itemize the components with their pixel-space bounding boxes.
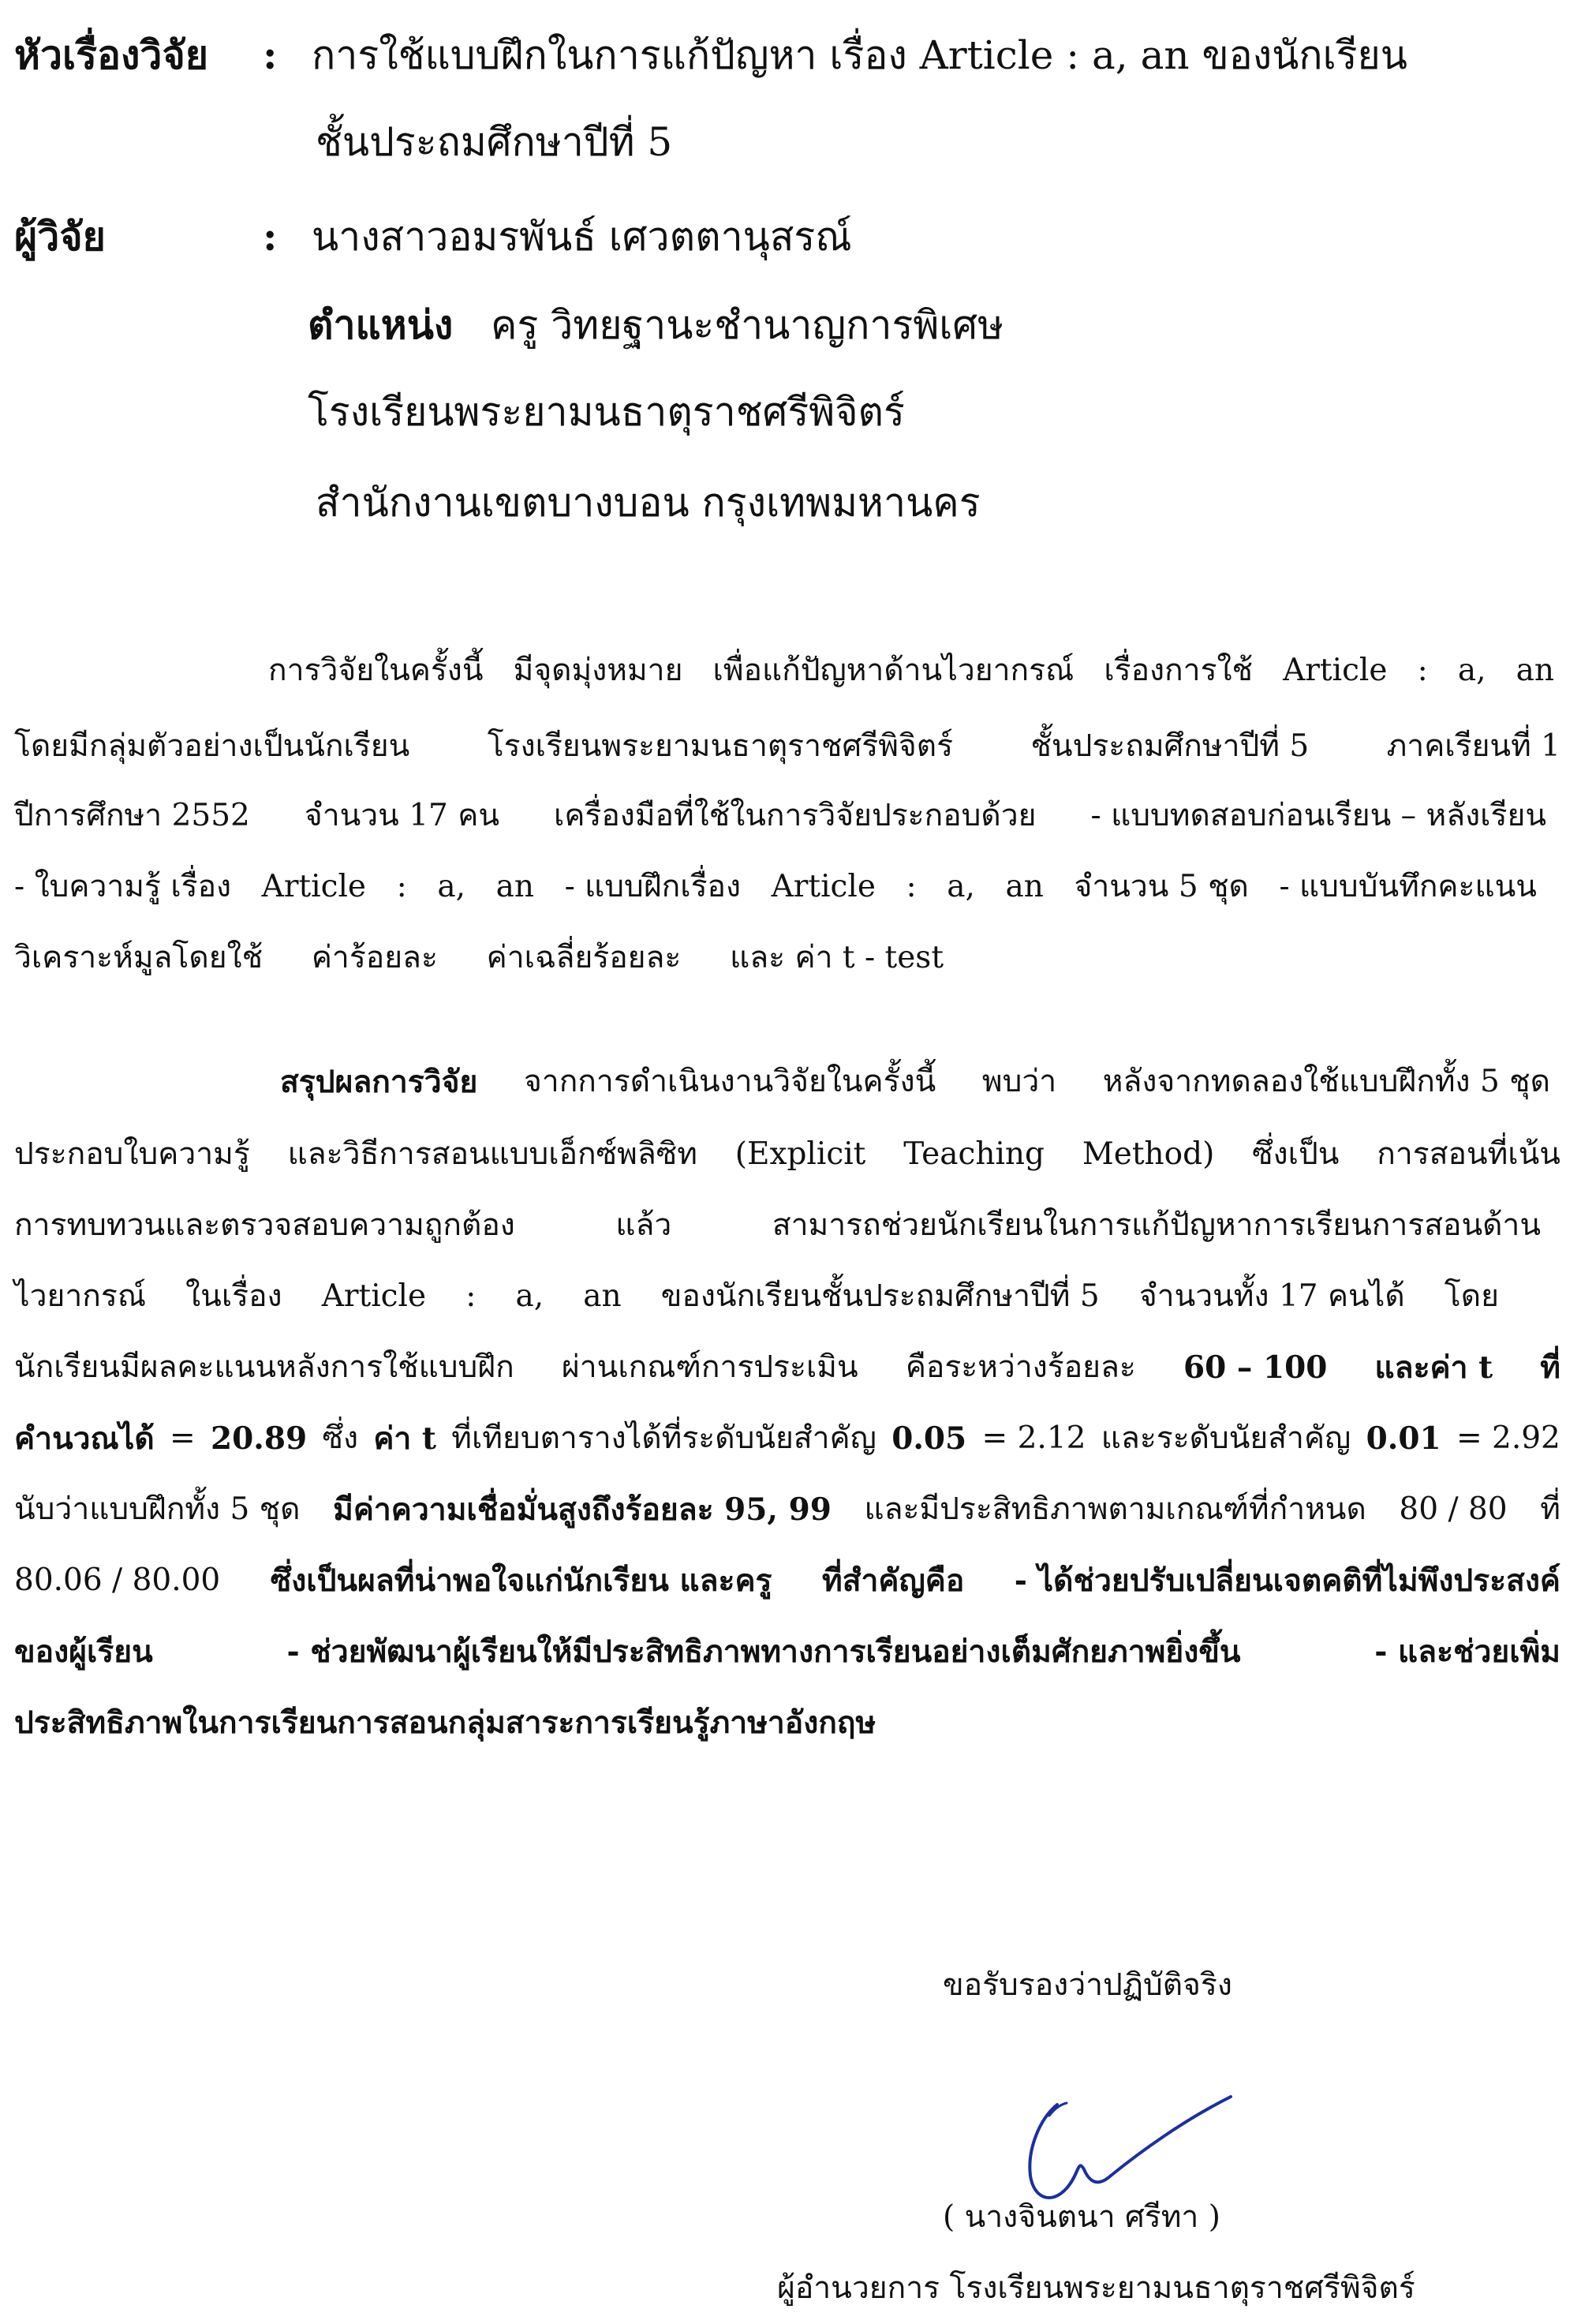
abstract-text: เรื่องการใช้: [1104, 653, 1254, 688]
abstract-text: โรงเรียนพระยามนธาตุราชศรีพิจิตร์: [487, 728, 954, 764]
summary-text: ที่เทียบตารางได้ที่ระดับนัยสำคัญ: [451, 1420, 876, 1456]
abstract-text: จำนวน 17 คน: [304, 798, 499, 833]
summary-text: พบว่า: [981, 1064, 1057, 1099]
abstract-line-3: [14, 794, 1546, 838]
summary-text: แล้ว: [615, 1207, 672, 1243]
summary-value: 0.05: [891, 1420, 967, 1457]
summary-heading: สรุปผลการวิจัย: [280, 1064, 478, 1100]
summary-text: ประกอบใบความรู้: [14, 1136, 250, 1172]
summary-text: ที่สำคัญคือ: [822, 1562, 965, 1599]
abstract-text: :: [396, 869, 407, 904]
certification-statement: ขอรับรองว่าปฏิบัติจริง: [943, 1967, 1232, 2003]
abstract-line-2: [14, 724, 1560, 769]
summary-text: มีค่าความเชื่อมั่นสูงถึงร้อยละ 95, 99: [333, 1491, 832, 1528]
abstract-text: ชั้นประถมศึกษาปีที่ 5: [1030, 728, 1310, 764]
abstract-text: an: [495, 869, 534, 904]
summary-value: 60 – 100: [1183, 1349, 1328, 1386]
abstract-text: an: [1005, 869, 1044, 904]
summary-text: (Explicit: [734, 1136, 866, 1172]
summary-text: ที่: [1540, 1491, 1560, 1527]
summary-text: ของนักเรียนชั้นประถมศึกษาปีที่ 5: [660, 1278, 1100, 1314]
researcher-name: นางสาวอมรพันธ์ เศวตตานุสรณ์: [312, 214, 852, 260]
summary-value: = 2.12: [981, 1420, 1086, 1456]
summary-value: 80 / 80: [1399, 1491, 1508, 1527]
summary-line-1: [280, 1060, 1550, 1104]
abstract-text: - แบบบันทึกคะแนน: [1279, 869, 1537, 904]
signer-name: ( นางจินตนา ศรีทา ): [943, 2199, 1220, 2235]
summary-text: นักเรียนมีผลคะแนนหลังการใช้แบบฝึก: [14, 1349, 514, 1385]
abstract-text: - แบบทดสอบก่อนเรียน – หลังเรียน: [1090, 798, 1546, 833]
summary-text: ซึ่งเป็น: [1252, 1136, 1340, 1172]
summary-text: - ได้ช่วยปรับเปลี่ยนเจตคติที่ไม่พึงประสงค์: [1014, 1562, 1560, 1599]
summary-line-2: [14, 1132, 1560, 1177]
researcher-colon: :: [263, 213, 278, 260]
summary-line-8: [14, 1559, 1560, 1603]
position-value: ครู วิทยฐานะชำนาญการพิเศษ: [491, 302, 1004, 348]
summary-text: an: [583, 1278, 622, 1314]
summary-text: ซึ่ง: [322, 1420, 358, 1456]
summary-text: โดย: [1444, 1278, 1499, 1314]
summary-text: ซึ่งเป็นผลที่น่าพอใจแก่นักเรียน และครู: [270, 1562, 772, 1599]
summary-value: = 2.92: [1456, 1420, 1560, 1456]
summary-text: การสอนที่เน้น: [1377, 1136, 1560, 1172]
summary-text: และวิธีการสอนแบบเอ็กซ์พลิซิท: [287, 1136, 697, 1172]
abstract-text: a,: [947, 869, 975, 904]
abstract-text: ปีการศึกษา 2552: [14, 798, 250, 833]
abstract-text: an: [1516, 653, 1554, 688]
abstract-text: จำนวน 5 ชุด: [1074, 869, 1249, 904]
abstract-text: Article: [261, 869, 367, 904]
summary-value: 20.89: [211, 1420, 308, 1457]
summary-text: ในเรื่อง: [185, 1278, 282, 1314]
summary-text: และค่า t: [1374, 1349, 1493, 1386]
summary-value: 80.06 / 80.00: [14, 1562, 221, 1598]
summary-line-6: [14, 1416, 1560, 1461]
summary-text: - และช่วยเพิ่ม: [1374, 1634, 1560, 1670]
summary-text: a,: [515, 1278, 544, 1314]
abstract-text: a,: [1457, 653, 1486, 688]
summary-text: จากการดำเนินงานวิจัยในครั้งนี้: [523, 1064, 936, 1099]
summary-line-10: ประสิทธิภาพในการเรียนการสอนกลุ่มสาระการเรียนรู้ภาษาอังกฤษ: [14, 1705, 876, 1741]
abstract-text: และ ค่า t - test: [730, 940, 944, 975]
abstract-text: Article: [1283, 653, 1388, 688]
abstract-line-5: [14, 936, 944, 980]
summary-text: - ช่วยพัฒนาผู้เรียนให้มีประสิทธิภาพทางการเรียนอย่างเต็มศักยภาพยิ่งขึ้น: [286, 1634, 1241, 1670]
summary-text: Teaching: [903, 1136, 1045, 1172]
summary-text: ที่: [1540, 1349, 1560, 1386]
title-line-1: การใช้แบบฝึกในการแก้ปัญหา เรื่อง Article : a, an ของนักเรียน: [312, 32, 1407, 78]
abstract-line-1: [268, 649, 1554, 693]
abstract-text: ภาคเรียนที่ 1: [1386, 728, 1560, 764]
summary-line-4: [14, 1274, 1499, 1319]
abstract-text: โดยมีกลุ่มตัวอย่างเป็นนักเรียน: [14, 728, 410, 764]
summary-text: ไวยากรณ์: [14, 1278, 147, 1314]
summary-text: =: [170, 1420, 196, 1456]
summary-text: Article: [321, 1278, 427, 1314]
summary-line-9: [14, 1630, 1560, 1674]
summary-line-7: [14, 1488, 1560, 1532]
abstract-text: เครื่องมือที่ใช้ในการวิจัยประกอบด้วย: [554, 798, 1037, 833]
abstract-text: Article: [771, 869, 876, 904]
office-name: สำนักงานเขตบางบอน กรุงเทพมหานคร: [316, 480, 981, 526]
abstract-text: ค่าร้อยละ: [311, 940, 438, 975]
abstract-text: - ใบความรู้ เรื่อง: [14, 869, 232, 904]
summary-text: คำนวณได้: [14, 1420, 155, 1457]
abstract-text: - แบบฝึกเรื่อง: [564, 869, 741, 904]
researcher-label: ผู้วิจัย: [14, 213, 106, 260]
summary-text: คือระหว่างร้อยละ: [905, 1349, 1136, 1385]
abstract-text: มีจุดมุ่งหมาย: [513, 653, 683, 688]
summary-text: :: [465, 1278, 477, 1314]
abstract-text: เพื่อแก้ปัญหาด้านไวยากรณ์: [712, 653, 1075, 688]
abstract-line-4: [14, 865, 1537, 909]
abstract-text: :: [1417, 653, 1428, 688]
summary-text: การทบทวนและตรวจสอบความถูกต้อง: [14, 1207, 515, 1243]
summary-text: และมีประสิทธิภาพตามเกณฑ์ที่กำหนด: [864, 1491, 1366, 1527]
summary-text: จำนวนทั้ง 17 คนได้: [1138, 1278, 1405, 1314]
abstract-text: :: [906, 869, 917, 904]
summary-text: ผ่านเกณฑ์การประเมิน: [561, 1349, 858, 1385]
summary-value: 0.01: [1366, 1420, 1441, 1457]
signer-title: ผู้อำนวยการ โรงเรียนพระยามนธาตุราชศรีพิจิตร์: [777, 2270, 1415, 2306]
position-label: ตำแหน่ง: [308, 301, 454, 348]
summary-text: หลังจากทดลองใช้แบบฝึกทั้ง 5 ชุด: [1102, 1064, 1550, 1099]
abstract-text: ค่าเฉลี่ยร้อยละ: [486, 940, 682, 975]
title-label: หัวเรื่องวิจัย: [14, 32, 209, 78]
summary-text: Method): [1082, 1136, 1215, 1172]
summary-line-3: [14, 1203, 1541, 1248]
summary-text: สามารถช่วยนักเรียนในการแก้ปัญหาการเรียนการสอนด้าน: [772, 1207, 1541, 1243]
abstract-text: a,: [437, 869, 465, 904]
summary-text: และระดับนัยสำคัญ: [1101, 1420, 1351, 1456]
abstract-text: วิเคราะห์มูลโดยใช้: [14, 940, 264, 975]
summary-text: นับว่าแบบฝึกทั้ง 5 ชุด: [14, 1491, 301, 1527]
school-name: โรงเรียนพระยามนธาตุราชศรีพิจิตร์: [308, 389, 905, 435]
abstract-text: การวิจัยในครั้งนี้: [268, 653, 484, 688]
summary-line-5: [14, 1345, 1560, 1390]
summary-text: ค่า t: [373, 1420, 436, 1457]
summary-text: ของผู้เรียน: [14, 1634, 153, 1670]
title-line-2: ชั้นประถมศึกษาปีที่ 5: [316, 119, 673, 165]
title-colon: :: [263, 32, 278, 78]
position-line: [308, 300, 1004, 350]
